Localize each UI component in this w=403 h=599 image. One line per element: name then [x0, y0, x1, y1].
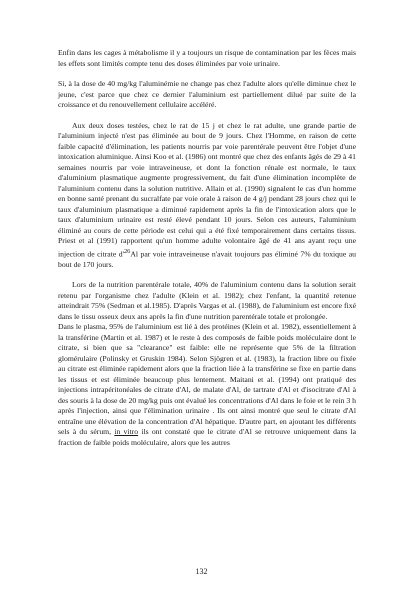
- paragraph-aluminemie: Si, à la dose de 40 mg/kg l'aluminémie ne change pas chez l'adulte alors qu'elle diminue chez le jeune, c'est parce que chez ce dernier l'aluminium est partiellement dilué par suite de la croissance et du renouvellement cellulaire accéléré.: [58, 79, 356, 109]
- in-vitro-underlined: in vitro: [114, 427, 139, 437]
- isotope-superscript: 26: [123, 247, 131, 255]
- elimination-tail: Al par voie intraveineuse n'avait toujours pas éliminé 7% du toxique au bout de 170 jours.: [58, 249, 356, 269]
- paragraph-elimination: [58, 121, 356, 271]
- paragraph-plasma: [58, 322, 356, 448]
- paragraph-contamination: Enfin dans les cages à métabolisme il y a toujours un risque de contamination par les fèces mais les effets sont limités compte tenu des doses éliminées par voie urinaire.: [58, 48, 356, 68]
- text-body: [58, 48, 356, 448]
- elimination-text: Aux deux doses testées, chez le rat de 15 j et chez le rat adulte, une grande partie de l'aluminium injecté n'est pas éliminée au bout de 9 jours. Chez l'Homme, en raison de cette faible capacité d'élimination, les patients nourris par voie parentérale peuvent être l'objet d'une intoxication aluminique. Ainsi Koo et al. (1986) ont montré que chez des enfants âgés de 29 à 41 semaines nourris par voie intraveineuse, et dont la fonction rénale est normale, le taux d'aluminium plasmatique augmente progressivement, du fait d'une élimination incomplète de l'aluminium contenu dans la solution nutritive. Allain et al. (1990) signalent le cas d'un homme en bonne santé prenant du sucralfate par voie orale à raison de 4 g/j pendant 28 jours chez qui le taux d'aluminium plasmatique a diminué rapidement après la fin de l'intoxication alors que le taux d'aluminium urinaire est resté élevé pendant 10 jours. Selon ces auteurs, l'aluminium éliminé au cours de cette période est celui qui a été fixé temporairement dans certains tissus. Priest et al (1991) rapportent qu'un homme adulte volontaire âgé de 41 ans ayant reçu une injection de citrate d': [58, 120, 356, 259]
- plasma-tail: ils ont constaté que le citrate d'Al se retrouve uniquement dans la fraction de faible poids moléculaire, alors que les autres: [58, 427, 357, 447]
- paragraph-nutrition: Lors de la nutrition parentérale totale, 40% de l'aluminium contenu dans la solution serait retenu par l'organisme chez l'adulte (Klein et al. 1982); chez l'enfant, la quantité retenue atteindrait 75% (Sedman et al.1985). D'après Vargas et al. (1988), de l'aluminium est encore fixé dans le tissu osseux deux ans après la fin d'une nutrition parentérale totale et prolongée.: [58, 280, 356, 321]
- plasma-text: Dans le plasma, 95% de l'aluminium est lié à des protéines (Klein et al. 1982), essentiellement à la transférine (Martin et al. 1987) et le reste à des composés de faible poids moléculaire dont le citrate, si bien que sa "clearance" est faible: elle ne représente que 5% de la filtration glomérulaire (Polinsky et Gruskin 1984). Selon Sjögren et al. (1983), la fraction libre ou fixée au citrate est éliminée rapidement alors que la fraction liée à la transférine se fixe en partie dans les tissus et est éliminée beaucoup plus lentement. Maitani et al. (1994) ont pratiqué des injections intrapéritonéales de citrate d'Al, de malate d'Al, de tartrate d'Al et d'isocitrate d'Al à des souris à la dose de 20 mg/kg puis ont évalué les concentrations d'Al dans le foie et le rein 3 h après l'injection, ainsi que l'élimination urinaire . Ils ont ainsi montré que seul le citrate d'Al entraîne une élévation de la concentration d'Al hépatique. D'autre part, en ajoutant les différents sels à du sérum,: [58, 322, 356, 437]
- page-number: 132: [195, 567, 208, 576]
